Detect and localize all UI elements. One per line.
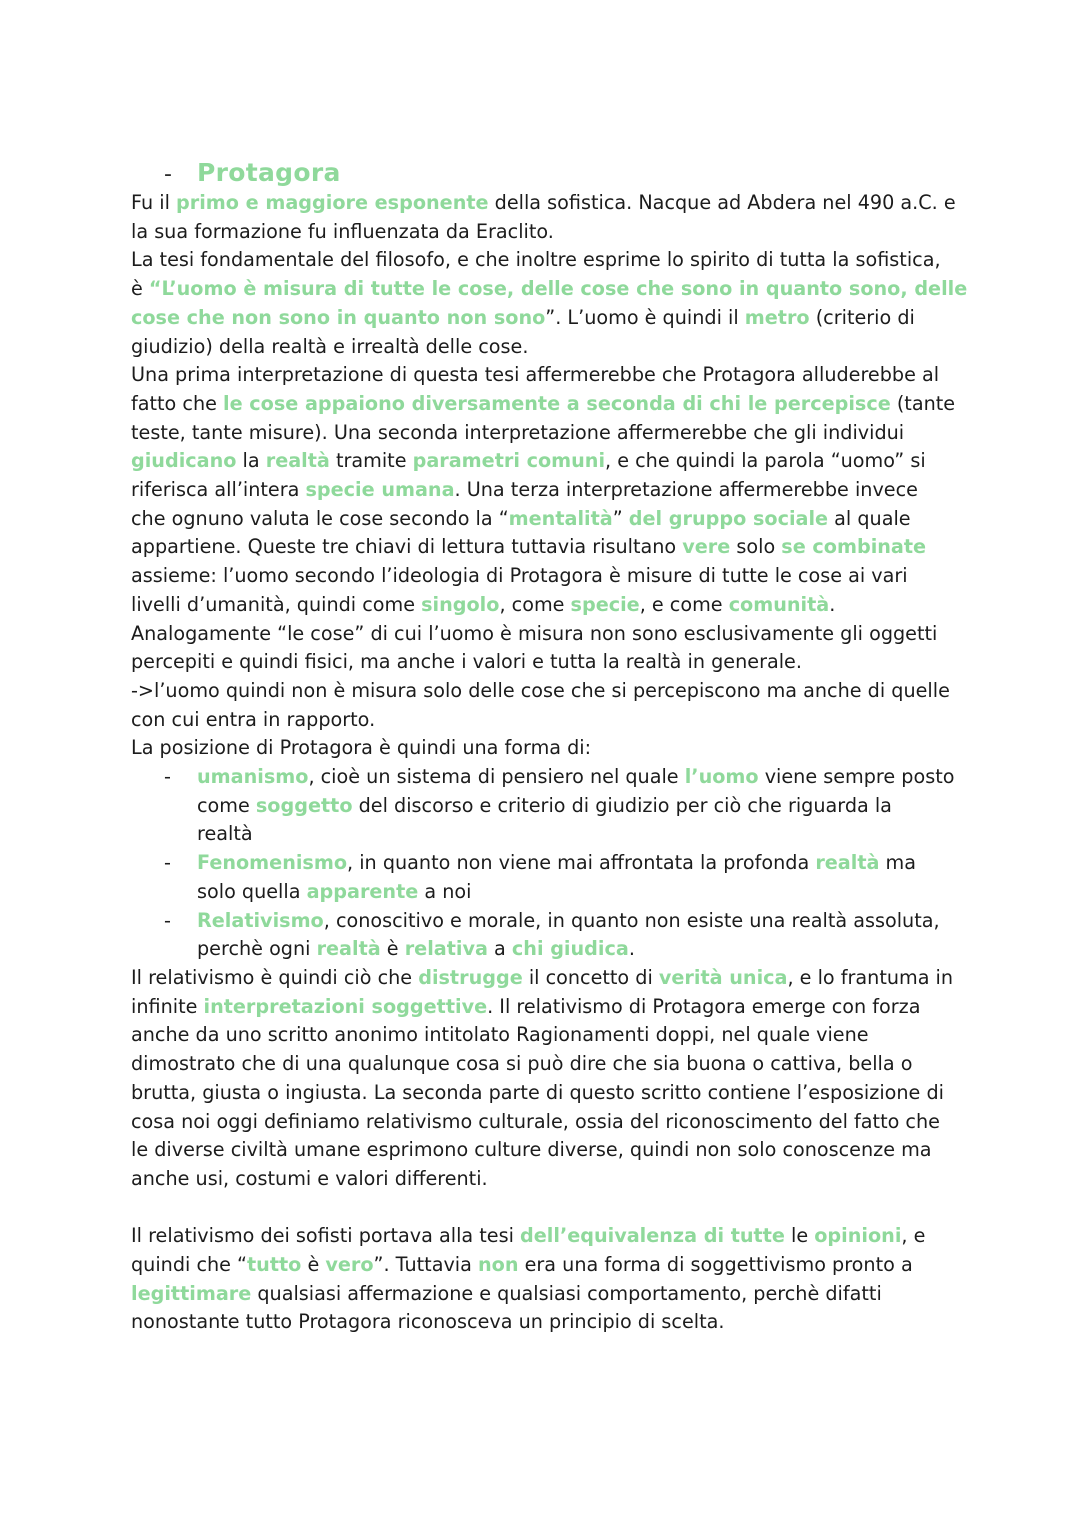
text-line	[197, 763, 960, 792]
highlighted-text: verità unica	[658, 965, 788, 989]
text-segment: è	[301, 1253, 326, 1276]
highlighted-text: comunità	[728, 592, 830, 616]
text-line	[131, 419, 960, 448]
text-segment: come	[197, 793, 256, 817]
highlighted-text: mentalità	[508, 506, 613, 530]
highlighted-text: realtà	[265, 449, 330, 473]
text-segment: brutta, giusta o ingiusta. La seconda parte di questo scritto contiene l’esposizione di	[131, 1080, 944, 1104]
list-bullet: -	[164, 851, 171, 875]
paragraph-equivalence	[131, 1222, 960, 1337]
text-segment: del discorso e criterio di giudizio per ciò che riguarda la	[352, 793, 892, 817]
text-line	[131, 1079, 960, 1108]
highlighted-text: apparente	[306, 879, 419, 903]
text-line	[131, 246, 960, 275]
text-line	[131, 361, 960, 390]
paragraph-relativism	[131, 964, 960, 1194]
text-segment: a noi	[418, 879, 472, 903]
text-segment: . Il relativismo di Protagora emerge con forza	[487, 994, 921, 1018]
text-segment: , come	[499, 592, 571, 616]
text-segment: è	[380, 937, 405, 961]
highlighted-text: legittimare	[131, 1281, 252, 1305]
text-line	[131, 505, 960, 534]
highlighted-text: chi giudica	[511, 937, 629, 961]
text-line	[131, 189, 960, 218]
text-segment: . Una terza interpretazione affermerebbe invece	[454, 478, 918, 502]
text-segment: a	[487, 937, 512, 961]
list-item	[131, 849, 960, 906]
text-segment: la sua formazione fu influenzata da Eraclito.	[131, 219, 554, 243]
text-segment: qualsiasi affermazione e qualsiasi comportamento, perchè difatti	[251, 1281, 882, 1305]
text-segment: giudizio) della realtà e irrealtà delle cose.	[131, 334, 529, 358]
highlighted-text: cose che non sono in quanto non sono	[131, 305, 546, 329]
text-segment: ”	[612, 506, 629, 530]
text-line	[197, 878, 960, 907]
text-line	[131, 304, 960, 333]
text-line	[131, 1251, 960, 1280]
text-segment: Il relativismo dei sofisti portava alla tesi	[131, 1224, 521, 1248]
text-segment: la	[236, 449, 266, 473]
text-segment: , e che quindi la parola “uomo” si	[605, 449, 926, 473]
text-segment: era una forma di soggettivismo pronto a	[518, 1253, 913, 1276]
text-segment: cosa noi oggi definiamo relativismo culturale, ossia del riconoscimento del fatto che	[131, 1109, 940, 1133]
highlighted-text: giudicano	[131, 449, 237, 473]
text-segment: , e come	[639, 592, 729, 616]
text-segment: infinite	[131, 994, 204, 1018]
highlighted-text: Relativismo	[197, 908, 324, 932]
paragraph-gap	[131, 1194, 960, 1223]
text-line	[131, 476, 960, 505]
highlighted-text: primo e maggiore esponente	[176, 191, 489, 214]
list-item	[131, 907, 960, 964]
text-line	[131, 1136, 960, 1165]
text-line	[131, 1108, 960, 1137]
text-segment: , in quanto non viene mai affrontata la profonda	[347, 851, 816, 875]
text-segment: solo quella	[197, 879, 307, 903]
text-line	[131, 677, 960, 706]
text-segment: al quale	[828, 506, 911, 530]
text-segment: percepiti e quindi fisici, ma anche i valori e tutta la realtà in generale.	[131, 650, 802, 674]
text-line	[131, 1021, 960, 1050]
text-segment: La tesi fondamentale del filosofo, e che inoltre esprime lo spirito di tutta la sofistica,	[131, 248, 941, 272]
highlighted-text: se combinate	[781, 535, 927, 559]
text-segment: realtà	[197, 822, 253, 846]
text-line	[131, 620, 960, 649]
text-segment: (criterio di	[809, 305, 915, 329]
text-segment: è	[131, 277, 149, 301]
text-segment: anche usi, costumi e valori differenti.	[131, 1166, 488, 1190]
highlighted-text: relativa	[404, 937, 488, 961]
text-segment: assieme: l’uomo secondo l’ideologia di Protagora è misure di tutte le cose ai vari	[131, 564, 908, 588]
highlighted-text: parametri comuni	[412, 449, 606, 473]
text-segment: tramite	[329, 449, 413, 473]
highlighted-text: “L’uomo è misura di tutte le cose, delle cose che sono in quanto sono, delle	[148, 277, 968, 301]
text-segment: Una prima interpretazione di questa tesi affermerebbe che Protagora alluderebbe al	[131, 363, 940, 387]
text-segment: viene sempre posto	[758, 765, 955, 789]
heading-dash: -	[164, 162, 172, 187]
text-segment: , conoscitivo e morale, in quanto non esiste una realtà assoluta,	[323, 908, 940, 932]
list-item-text	[197, 849, 960, 906]
list-item-text	[197, 763, 960, 849]
text-segment: riferisca all’intera	[131, 478, 306, 502]
position-list	[131, 763, 960, 964]
text-segment: le	[784, 1224, 815, 1248]
text-line	[131, 533, 960, 562]
text-line	[131, 1165, 960, 1194]
text-line	[131, 648, 960, 677]
text-line	[131, 390, 960, 419]
text-segment: ->l’uomo quindi non è misura solo delle cose che si percepiscono ma anche di quelle	[131, 678, 950, 702]
text-line	[197, 792, 960, 821]
text-segment: quindi che “	[131, 1253, 247, 1276]
paragraph-intro	[131, 189, 968, 763]
highlighted-text: non	[478, 1253, 519, 1276]
text-line	[131, 275, 968, 304]
highlighted-text: specie	[570, 592, 640, 616]
highlighted-text: singolo	[421, 592, 500, 616]
text-segment: La posizione di Protagora è quindi una forma di:	[131, 736, 592, 760]
text-segment: ma	[879, 851, 916, 875]
highlighted-text: umanismo	[197, 765, 309, 789]
list-item	[131, 763, 960, 849]
text-line	[131, 333, 960, 362]
highlighted-text: opinioni	[814, 1224, 902, 1248]
text-segment: ”. L’uomo è quindi il	[545, 305, 745, 329]
text-line	[131, 964, 960, 993]
highlighted-text: Fenomenismo	[197, 851, 348, 875]
highlighted-text: realtà	[316, 937, 381, 961]
list-bullet: -	[164, 765, 171, 789]
highlighted-text: metro	[744, 305, 810, 329]
text-segment: nonostante tutto Protagora riconosceva un principio di scelta.	[131, 1310, 725, 1334]
text-segment: solo	[730, 535, 782, 559]
text-line	[131, 1280, 960, 1309]
text-segment: che ognuno valuta le cose secondo la “	[131, 506, 509, 530]
text-segment: perchè ogni	[197, 937, 317, 961]
highlighted-text: tutto	[247, 1253, 302, 1276]
text-segment: ”. Tuttavia	[373, 1253, 478, 1276]
text-segment: (tante	[890, 391, 956, 415]
text-line	[197, 907, 960, 936]
text-segment: anche da uno scritto anonimo intitolato Ragionamenti doppi, nel quale viene	[131, 1023, 869, 1047]
text-segment: con cui entra in rapporto.	[131, 707, 376, 731]
text-segment: Analogamente “le cose” di cui l’uomo è misura non sono esclusivamente gli oggetti	[131, 621, 938, 645]
text-segment: , cioè un sistema di pensiero nel quale	[308, 765, 685, 789]
text-line	[131, 1050, 960, 1079]
highlighted-text: interpretazioni soggettive	[203, 994, 488, 1018]
text-segment: , e lo frantuma in	[787, 965, 954, 989]
text-line	[131, 218, 960, 247]
text-segment: le diverse civiltà umane esprimono culture diverse, quindi non solo conoscenze ma	[131, 1138, 932, 1162]
text-line	[131, 1308, 960, 1337]
text-segment: il concetto di	[522, 965, 659, 989]
text-segment: livelli d’umanità, quindi come	[131, 592, 422, 616]
text-segment: .	[628, 937, 635, 961]
highlighted-text: dell’equivalenza di tutte	[520, 1224, 785, 1248]
text-segment: .	[829, 592, 836, 616]
text-line	[197, 935, 960, 964]
text-segment: , e	[901, 1224, 926, 1248]
highlighted-text: vere	[682, 535, 731, 559]
highlighted-text: l’uomo	[684, 765, 759, 789]
text-line	[131, 447, 960, 476]
highlighted-text: vero	[325, 1253, 374, 1276]
text-line	[197, 849, 960, 878]
text-line	[131, 562, 960, 591]
text-line	[197, 820, 960, 849]
text-line	[131, 706, 960, 735]
text-segment: appartiene. Queste tre chiavi di lettura tuttavia risultano	[131, 535, 683, 559]
section-heading	[131, 158, 960, 187]
highlighted-text: realtà	[815, 851, 880, 875]
highlighted-text: specie umana	[305, 478, 455, 502]
heading-title: Protagora	[197, 158, 341, 187]
highlighted-text: le cose appaiono diversamente a seconda di chi le percepisce	[223, 391, 891, 415]
text-segment: dimostrato che di una qualunque cosa si può dire che sia buona o cattiva, bella o	[131, 1052, 913, 1076]
highlighted-text: del gruppo sociale	[628, 506, 829, 530]
text-line	[131, 993, 960, 1022]
list-bullet: -	[164, 908, 171, 932]
text-line	[131, 1222, 960, 1251]
text-segment: fatto che	[131, 391, 224, 415]
highlighted-text: soggetto	[255, 793, 353, 817]
text-line	[131, 591, 960, 620]
text-segment: Il relativismo è quindi ciò che	[131, 965, 419, 989]
text-line	[131, 734, 960, 763]
highlighted-text: distrugge	[418, 965, 523, 989]
text-segment: della sofistica. Nacque ad Abdera nel 490 a.C. e	[488, 191, 956, 214]
list-item-text	[197, 907, 960, 964]
text-segment: teste, tante misure). Una seconda interpretazione affermerebbe che gli individui	[131, 420, 905, 444]
text-segment: Fu il	[131, 191, 177, 214]
